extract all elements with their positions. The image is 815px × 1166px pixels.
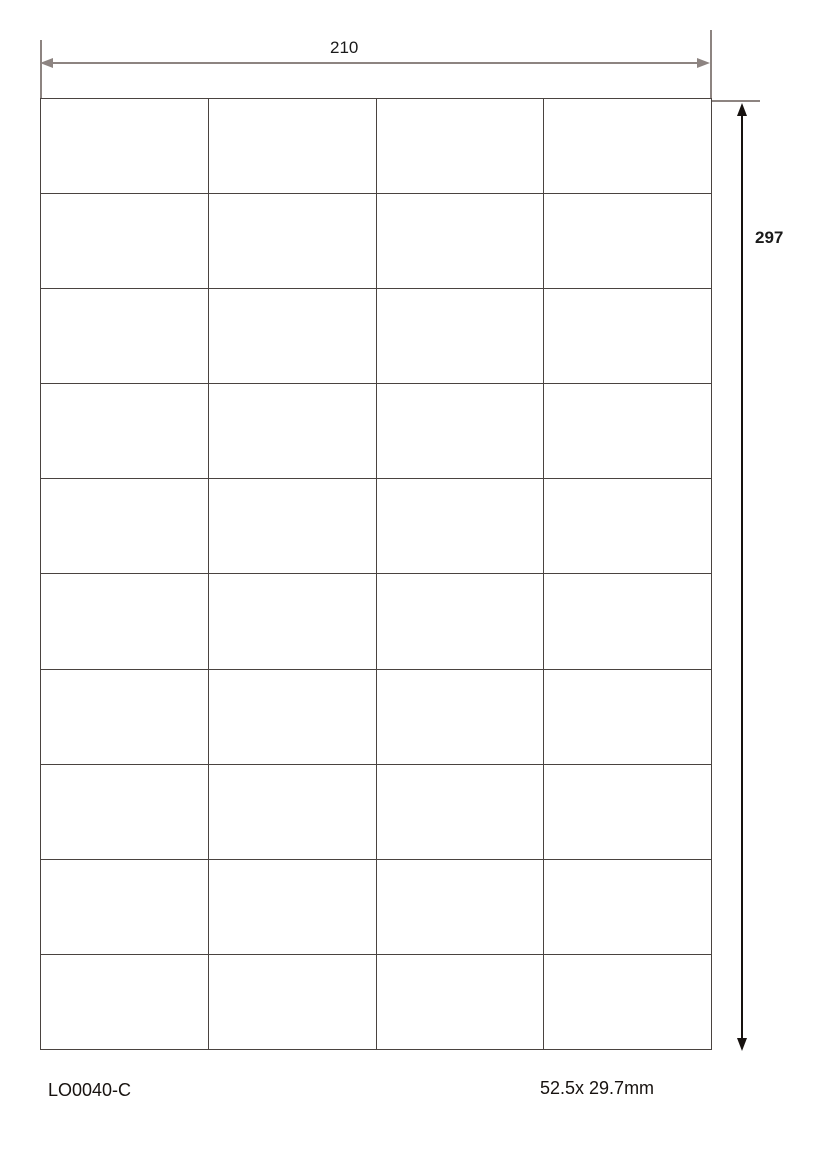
label-cell: [544, 99, 712, 194]
label-cell: [41, 194, 209, 289]
label-cell: [209, 574, 377, 669]
label-cell: [544, 194, 712, 289]
label-cell: [209, 194, 377, 289]
label-cell: [544, 574, 712, 669]
label-cell: [209, 670, 377, 765]
label-grid: [40, 98, 712, 1050]
label-cell: [41, 860, 209, 955]
width-dimension-line: [46, 62, 706, 64]
label-cell: [377, 765, 545, 860]
sheet-height-label: 297: [755, 228, 784, 247]
label-cell: [209, 479, 377, 574]
label-cell: [544, 765, 712, 860]
label-cell: [209, 289, 377, 384]
label-cell: [209, 860, 377, 955]
height-dimension-line: [741, 112, 743, 1042]
label-cell: [544, 670, 712, 765]
label-cell: [41, 765, 209, 860]
label-cell: [41, 384, 209, 479]
label-size-caption: 52.5x 29.7mm: [540, 1078, 655, 1098]
label-cell: [377, 955, 545, 1050]
label-cell: [377, 194, 545, 289]
label-cell: [41, 99, 209, 194]
product-code-label: LO0040-C: [48, 1080, 132, 1100]
label-cell: [209, 99, 377, 194]
label-cell: [209, 384, 377, 479]
label-cell: [209, 765, 377, 860]
label-cell: [377, 574, 545, 669]
label-cell: [209, 955, 377, 1050]
label-cell: [544, 860, 712, 955]
extension-line-left-top: [40, 40, 42, 102]
width-arrow-right-icon: [697, 58, 710, 68]
height-arrow-down-icon: [737, 1038, 747, 1051]
label-cell: [377, 670, 545, 765]
width-arrow-left-icon: [40, 58, 53, 68]
sheet-width-label: 210: [330, 38, 359, 57]
height-extension-top: [712, 100, 760, 102]
label-cell: [377, 99, 545, 194]
label-cell: [377, 860, 545, 955]
extension-line-right-top: [710, 30, 712, 102]
label-cell: [41, 670, 209, 765]
label-cell: [41, 289, 209, 384]
label-cell: [41, 955, 209, 1050]
label-cell: [377, 289, 545, 384]
label-cell: [544, 955, 712, 1050]
label-cell: [377, 479, 545, 574]
label-cell: [41, 479, 209, 574]
height-arrow-up-icon: [737, 103, 747, 116]
label-cell: [377, 384, 545, 479]
label-cell: [41, 574, 209, 669]
label-cell: [544, 479, 712, 574]
label-cell: [544, 289, 712, 384]
label-cell: [544, 384, 712, 479]
